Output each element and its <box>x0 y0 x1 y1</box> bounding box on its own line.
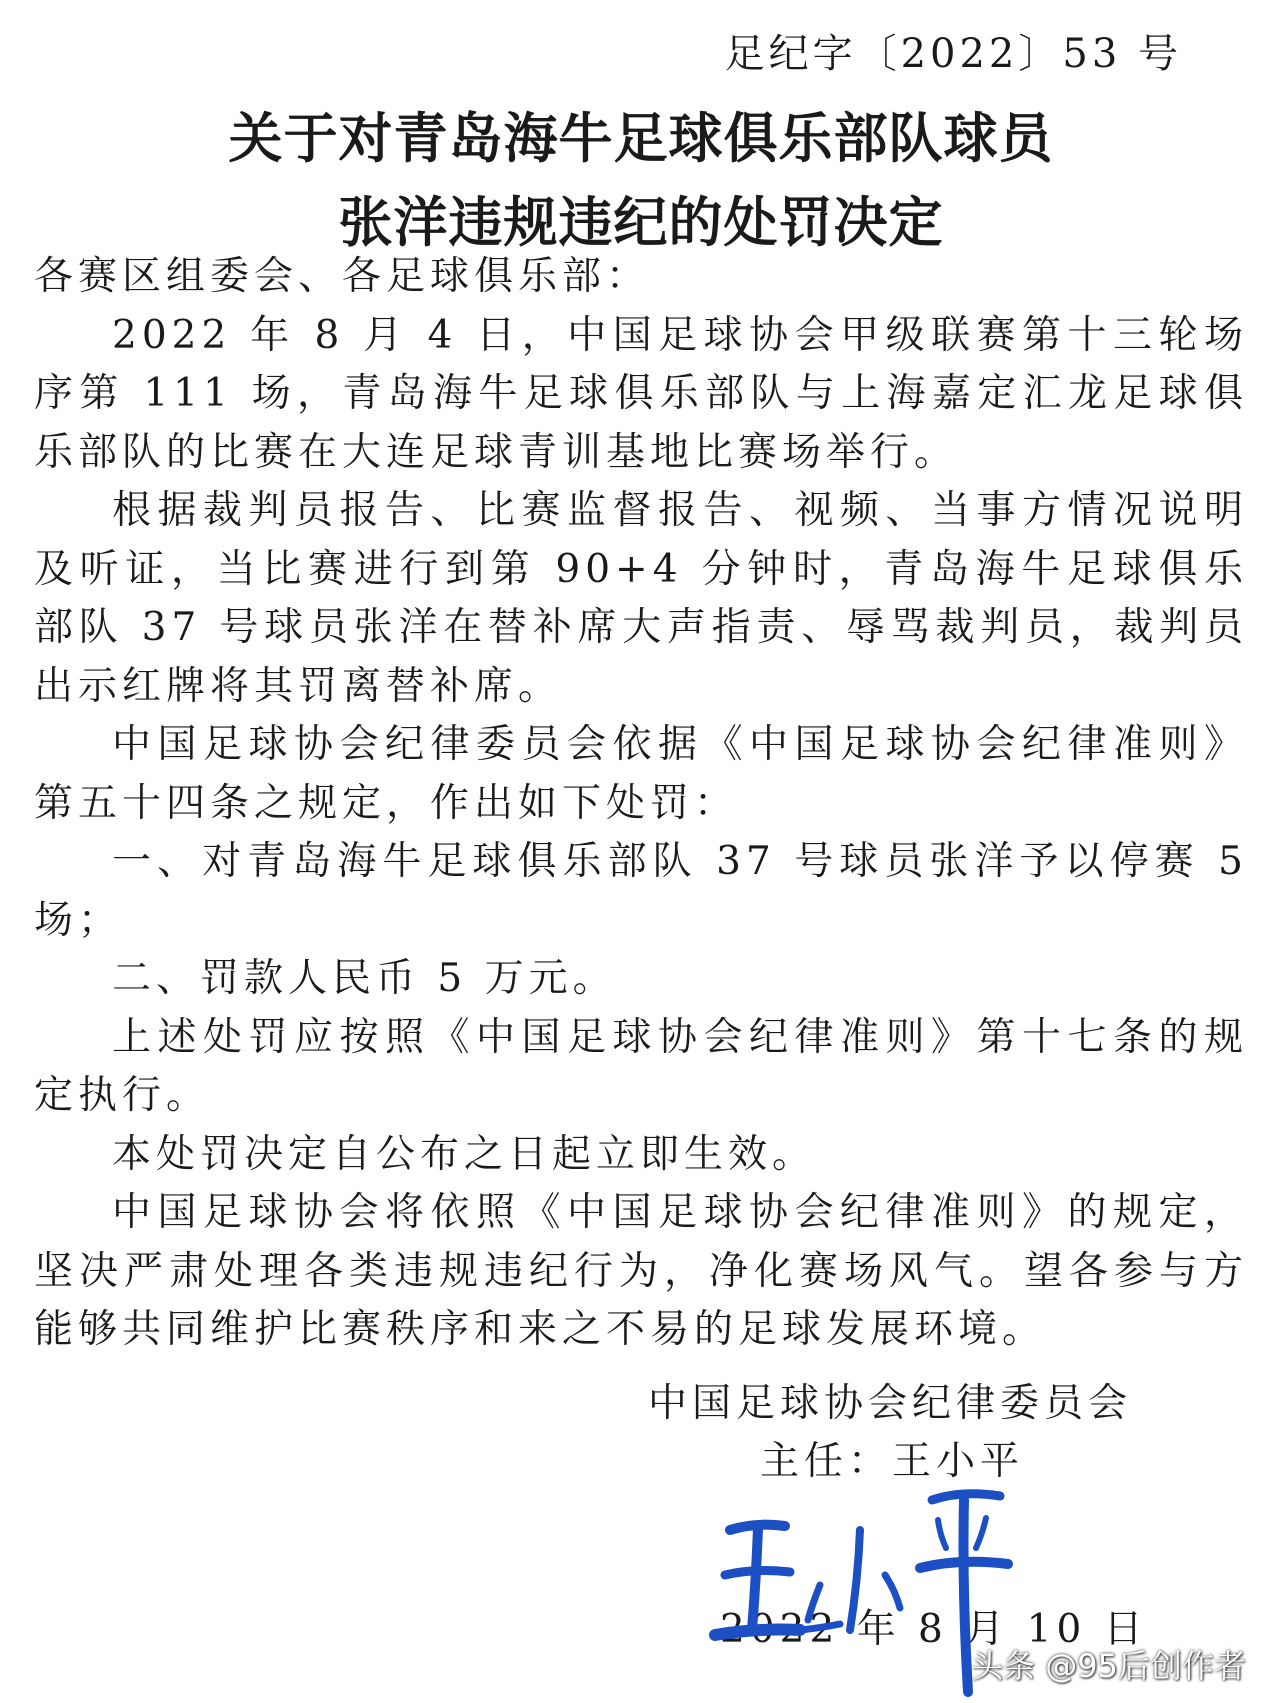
document-body <box>34 248 1248 1360</box>
paragraph-closing: 中国足球协会将依照《中国足球协会纪律准则》的规定，坚决严肃处理各类违规违纪行为，净化赛场风气。望各参与方能够共同维护比赛秩序和来之不易的足球发展环境。 <box>34 1190 1248 1352</box>
penalty-item-fine: 二、罚款人民币 5 万元。 <box>112 956 617 1001</box>
signatory-title: 主任：王小平 <box>760 1439 1025 1484</box>
paragraph-execution: 上述处罚应按照《中国足球协会纪律准则》第十七条的规定执行。 <box>34 1014 1248 1118</box>
penalty-item-suspension: 一、对青岛海牛足球俱乐部队 37 号球员张洋予以停赛 5 场； <box>34 839 1248 943</box>
document-date: 2022 年 8 月 10 日 <box>720 1607 1148 1652</box>
salutation: 各赛区组委会、各足球俱乐部： <box>34 254 651 299</box>
paragraph-ruling-basis: 中国足球协会纪律委员会依据《中国足球协会纪律准则》第五十四条之规定，作出如下处罚： <box>34 722 1248 826</box>
paragraph-match-info: 2022 年 8 月 4 日，中国足球协会甲级联赛第十三轮场序第 111 场，青岛海牛足球俱乐部队与上海嘉定汇龙足球俱乐部队的比赛在大连足球青训基地比赛场举行。 <box>34 312 1248 475</box>
paragraph-effective: 本处罚决定自公布之日起立即生效。 <box>112 1131 817 1177</box>
signatory-organization: 中国足球协会纪律委员会 <box>648 1381 1133 1426</box>
document-title-line-2: 张洋违规违纪的处罚决定 <box>338 191 944 254</box>
document-title-line-1: 关于对青岛海牛足球俱乐部队球员 <box>228 107 1054 170</box>
document-number: 足纪字〔2022〕53 号 <box>724 31 1182 77</box>
paragraph-incident: 根据裁判员报告、比赛监督报告、视频、当事方情况说明及听证，当比赛进行到第 90+4 分钟时，青岛海牛足球俱乐部队 37 号球员张洋在替补席大声指责、辱骂裁判员，裁判员出示红牌将其罚离替补席。 <box>34 488 1248 709</box>
source-watermark: 头条 @95后创作者 <box>971 1647 1246 1685</box>
